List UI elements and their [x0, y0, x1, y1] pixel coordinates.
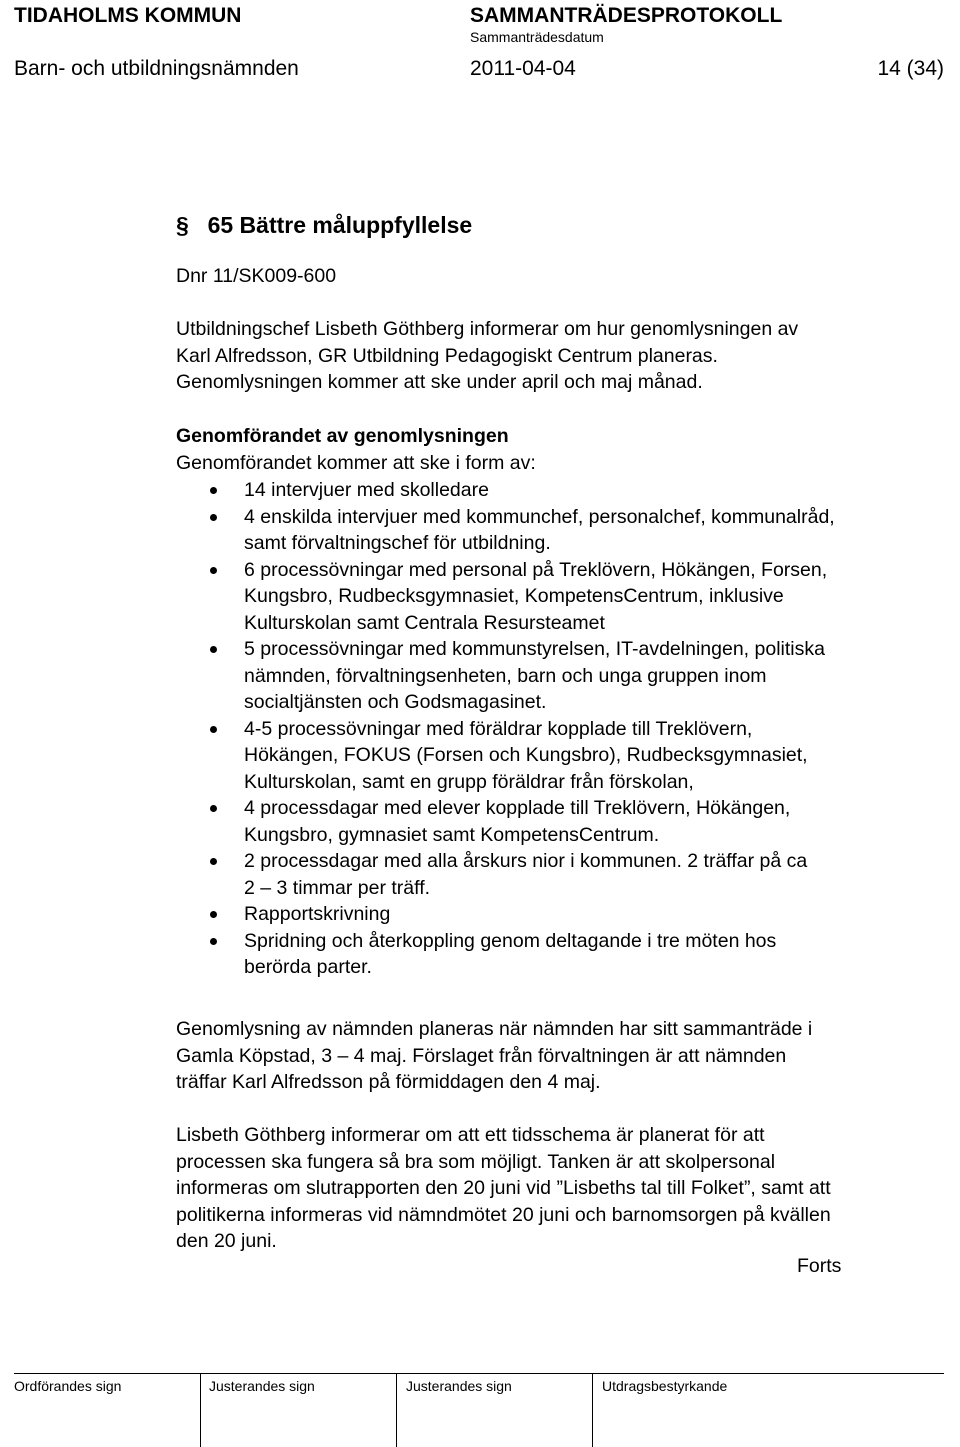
bullet-icon — [210, 646, 217, 653]
footer-divider — [14, 1373, 944, 1374]
text-line: Lisbeth Göthberg informerar om att ett tidsschema är planerat för att — [176, 1124, 765, 1146]
implementation-block — [176, 423, 946, 476]
paragraph-symbol: § — [176, 212, 189, 238]
bullet-icon — [210, 858, 217, 865]
footer-column-divider — [396, 1373, 397, 1447]
section-heading — [176, 211, 472, 239]
adjuster-signature-box: Justerandes sign — [406, 1378, 512, 1394]
footer-column-divider — [200, 1373, 201, 1447]
text-line: Karl Alfredsson, GR Utbildning Pedagogiskt Centrum planeras. — [176, 344, 718, 367]
section-title: 65 Bättre måluppfyllelse — [207, 212, 473, 238]
bullet-icon — [210, 911, 217, 918]
text-line: Genomlysning av nämnden planeras när nämnden har sitt sammanträde i — [176, 1018, 813, 1040]
continued-marker: Forts — [797, 1255, 842, 1277]
text-line: den 20 juni. — [176, 1230, 277, 1252]
list-item: 5 processövningar med kommunstyrelsen, IT-avdelningen, politiska nämnden, förvaltningsenheten, barn och unga gruppen inom socialtjänsten och Godsmagasinet. — [176, 636, 946, 716]
text-line: processen ska fungera så bra som möjligt. Tanken är att skolpersonal — [176, 1150, 776, 1173]
list-item: 6 processövningar med personal på Treklövern, Hökängen, Forsen, Kungsbro, Rudbecksgymnasiet, KompetensCentrum, inklusive Kulturskolan samt Centrala Resursteamet — [176, 557, 946, 637]
chair-signature-box: Ordförandes sign — [14, 1378, 122, 1394]
text-line: Gamla Köpstad, 3 – 4 maj. Förslaget från förvaltningen är att nämnden — [176, 1044, 787, 1067]
text-line: informeras om slutrapporten den 20 juni vid ”Lisbeths tal till Folket”, samt att — [176, 1177, 831, 1199]
extract-verification-box: Utdragsbestyrkande — [602, 1378, 728, 1394]
bullet-icon — [210, 514, 217, 521]
text-line: träffar Karl Alfredsson på förmiddagen den 4 maj. — [176, 1071, 601, 1093]
meeting-date: 2011-04-04 — [470, 57, 576, 80]
list-item: Spridning och återkoppling genom deltagande i tre möten hos berörda parter. — [176, 928, 946, 981]
list-intro: Genomförandet kommer att ske i form av: — [176, 451, 536, 474]
list-item: Rapportskrivning — [176, 901, 946, 928]
text-line: Utbildningschef Lisbeth Göthberg informerar om hur genomlysningen av — [176, 318, 799, 340]
adjuster-signature-box: Justerandes sign — [209, 1378, 315, 1394]
intro-paragraph — [176, 316, 946, 396]
activity-list — [176, 477, 946, 981]
document-type: SAMMANTRÄDESPROTOKOLL — [470, 4, 783, 27]
list-item: 4 processdagar med elever kopplade till Treklövern, Hökängen, Kungsbro, gymnasiet samt KompetensCentrum. — [176, 795, 946, 848]
board-review-paragraph — [176, 1016, 946, 1096]
subheading: Genomförandet av genomlysningen — [176, 425, 509, 447]
text-line: politikerna informeras vid nämndmötet 20 juni och barnomsorgen på kvällen — [176, 1203, 831, 1226]
bullet-icon — [210, 567, 217, 574]
date-caption: Sammanträdesdatum — [470, 29, 604, 45]
bullet-icon — [210, 805, 217, 812]
list-item: 4 enskilda intervjuer med kommunchef, personalchef, kommunalråd, samt förvaltningschef för utbildning. — [176, 504, 946, 557]
organization-name: TIDAHOLMS KOMMUN — [14, 4, 242, 27]
bullet-icon — [210, 487, 217, 494]
bullet-icon — [210, 726, 217, 733]
list-item: 14 intervjuer med skolledare — [176, 477, 946, 504]
page-number: 14 (34) — [877, 57, 944, 80]
bullet-icon — [210, 938, 217, 945]
footer-column-divider — [592, 1373, 593, 1447]
committee-name: Barn- och utbildningsnämnden — [14, 57, 299, 80]
registration-number: Dnr 11/SK009-600 — [176, 265, 337, 287]
text-line: Genomlysningen kommer att ske under april och maj månad. — [176, 371, 703, 393]
list-item: 4-5 processövningar med föräldrar kopplade till Treklövern, Hökängen, FOKUS (Forsen och Kungsbro), Rudbecksgymnasiet, Kulturskolan, samt en grupp föräldrar från förskolan, — [176, 716, 946, 796]
list-item: 2 processdagar med alla årskurs nior i kommunen. 2 träffar på ca 2 – 3 timmar per träff. — [176, 848, 946, 901]
schedule-paragraph — [176, 1122, 946, 1255]
